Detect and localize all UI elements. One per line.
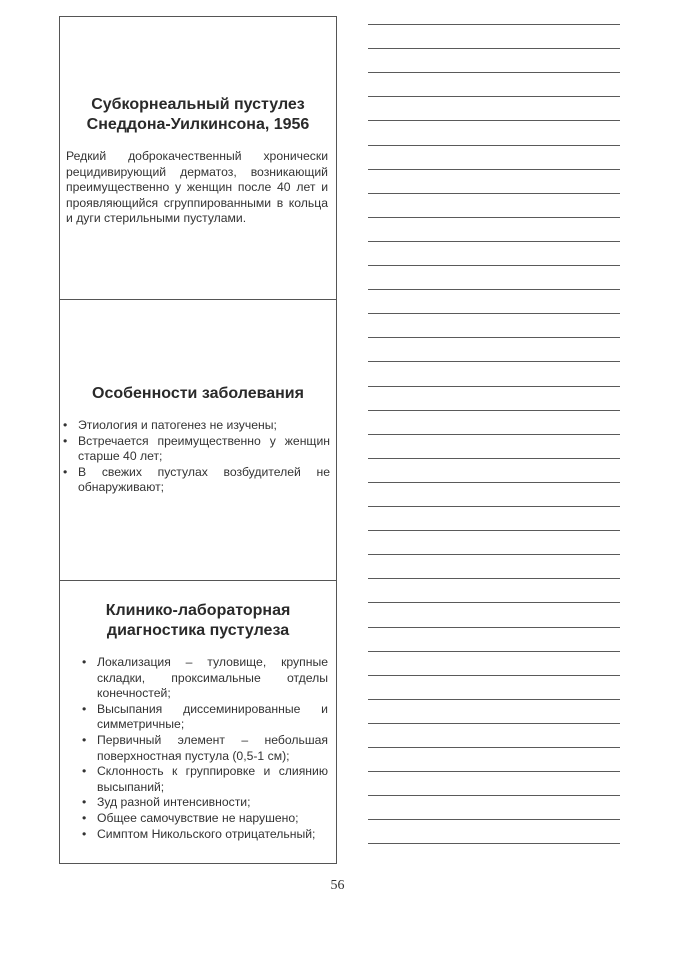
note-line <box>368 675 620 676</box>
bullet-item: • В свежих пустулах возбудителей не обнаруживают; <box>63 465 330 496</box>
note-line <box>368 747 620 748</box>
note-line <box>368 819 620 820</box>
note-line <box>368 482 620 483</box>
note-line <box>368 313 620 314</box>
bullet-item: • Склонность к группировке и слиянию высыпаний; <box>82 764 328 795</box>
note-line <box>368 361 620 362</box>
note-line <box>368 795 620 796</box>
slide-title <box>60 601 336 641</box>
bullet-item: • Первичный элемент – небольшая поверхностная пустула (0,5-1 см); <box>82 733 328 764</box>
bullet-item: • Общее самочувствие не нарушено; <box>82 811 328 827</box>
note-line <box>368 72 620 73</box>
note-line <box>368 337 620 338</box>
note-line <box>368 843 620 844</box>
slide-title <box>60 384 336 404</box>
note-line <box>368 458 620 459</box>
slide-diagnostics <box>60 580 336 863</box>
title-line: Субкорнеальный пустулез <box>91 96 305 113</box>
note-line <box>368 723 620 724</box>
bullet-item: • Высыпания диссеминированные и симметричные; <box>82 702 328 733</box>
note-line <box>368 554 620 555</box>
bullet-list <box>82 655 328 842</box>
note-line <box>368 120 620 121</box>
note-line <box>368 602 620 603</box>
slide-title <box>60 95 336 135</box>
note-line <box>368 578 620 579</box>
note-line <box>368 265 620 266</box>
note-line <box>368 289 620 290</box>
note-line <box>368 651 620 652</box>
slide-definition <box>60 17 336 299</box>
title-line: Клинико-лабораторная <box>105 602 291 619</box>
note-line <box>368 241 620 242</box>
title-line: диагностика пустулеза <box>106 622 290 639</box>
note-line <box>368 217 620 218</box>
title-line: Снеддона-Уилкинсона, 1956 <box>86 116 310 133</box>
note-line <box>368 48 620 49</box>
note-line <box>368 410 620 411</box>
note-line <box>368 627 620 628</box>
note-line <box>368 530 620 531</box>
bullet-item: • Симптом Никольского отрицательный; <box>82 827 328 843</box>
bullet-list <box>63 418 330 496</box>
note-line <box>368 96 620 97</box>
bullet-item: • Локализация – туловище, крупные складки, проксимальные отделы конечностей; <box>82 655 328 702</box>
note-line <box>368 771 620 772</box>
note-line <box>368 506 620 507</box>
bullet-item: • Встречается преимущественно у женщин старше 40 лет; <box>63 434 330 465</box>
note-line <box>368 699 620 700</box>
page-number: 56 <box>330 878 345 893</box>
slides-column <box>59 16 337 864</box>
slide-text: Редкий доброкачественный хронически рецидивирующий дерматоз, возникающий преимущественно у женщин после 40 лет и проявляющийся сгруппированными в кольца и дуги стерильными пустулами. <box>66 149 328 226</box>
bullet-item: • Зуд разной интенсивности; <box>82 795 328 811</box>
note-line <box>368 169 620 170</box>
note-line <box>368 434 620 435</box>
note-line <box>368 193 620 194</box>
title-line: Особенности заболевания <box>92 385 304 402</box>
bullet-item: • Этиология и патогенез не изучены; <box>63 418 330 434</box>
notes-lines <box>368 24 620 864</box>
slide-features <box>60 299 336 580</box>
note-line <box>368 24 620 25</box>
note-line <box>368 145 620 146</box>
note-line <box>368 386 620 387</box>
